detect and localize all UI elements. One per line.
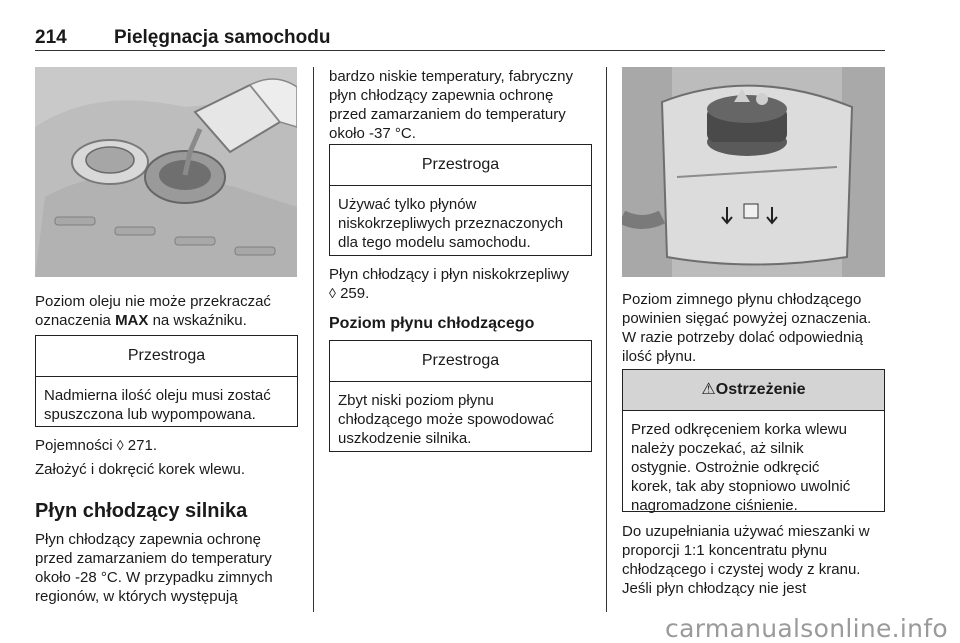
- warning-line: nagromadzone ciśnienie.: [631, 497, 798, 514]
- page-number: 214: [35, 27, 67, 48]
- caution-title: Przestroga: [36, 336, 297, 377]
- level-line: ilość płynu.: [622, 348, 697, 365]
- coolant-level-subheading: Poziom płynu chłodzącego: [329, 315, 535, 332]
- coolant-level-paragraph: [622, 290, 892, 366]
- mix-line: chłodzącego i czystej wody z kranu.: [622, 561, 861, 578]
- caution-line: Używać tylko płynów: [338, 196, 477, 213]
- oil-level-line2: [35, 311, 305, 330]
- oil-level-suffix: na wskaźniku.: [148, 312, 247, 329]
- cap-instruction: Założyć i dokręcić korek wlewu.: [35, 461, 246, 478]
- watermark: carmanualsonline.info: [665, 614, 948, 643]
- antifreeze-ref-line: [329, 284, 599, 303]
- coolant-heading: Płyn chłodzący silnika: [35, 500, 248, 522]
- column-divider-1: [313, 67, 314, 612]
- coolant-line: regionów, w których występują: [35, 588, 238, 605]
- warning-header: [623, 370, 884, 411]
- mix-line: proporcji 1:1 koncentratu płynu: [622, 542, 828, 559]
- caution-line: uszkodzenie silnika.: [338, 430, 472, 447]
- oil-level-prefix: oznaczenia: [35, 312, 116, 329]
- oil-level-paragraph: [35, 292, 305, 330]
- level-line: W razie potrzeby dolać odpowiednią: [622, 329, 863, 346]
- coolant-tank-image: [622, 67, 885, 277]
- level-line: powinien sięgać powyżej oznaczenia.: [622, 310, 872, 327]
- caution-line: spuszczona lub wypompowana.: [44, 406, 256, 423]
- page-ref-arrow-icon: ◊: [116, 437, 124, 453]
- page-ref-arrow-icon: ◊: [329, 285, 336, 301]
- caution-line: niskokrzepliwych przeznaczonych: [338, 215, 564, 232]
- caution-box-oil: [35, 335, 298, 427]
- coolant-paragraph: [35, 530, 305, 606]
- intro-line: płyn chłodzący zapewnia ochronę: [329, 87, 554, 104]
- section-title: Pielęgnacja samochodu: [114, 27, 331, 48]
- mixing-paragraph: [622, 522, 897, 598]
- caution-title: Przestroga: [330, 341, 591, 382]
- intro-line: bardzo niskie temperatury, fabryczny: [329, 68, 573, 85]
- caution-body: [36, 377, 297, 424]
- warning-triangle-icon: ⚠: [701, 381, 716, 398]
- level-line: Poziom zimnego płynu chłodzącego: [622, 291, 862, 308]
- warning-body: [623, 411, 884, 515]
- oil-level-line1: Poziom oleju nie może przekraczać: [35, 293, 271, 310]
- antifreeze-page-ref[interactable]: 259.: [340, 285, 370, 302]
- warning-line: ostygnie. Ostrożnie odkręcić: [631, 459, 820, 476]
- mix-line: Jeśli płyn chłodzący nie jest: [622, 580, 807, 597]
- coolant-line: około -28 °C. W przypadku zimnych: [35, 569, 273, 586]
- capacities-page-ref[interactable]: 271.: [127, 437, 157, 454]
- intro-line: przed zamarzaniem do temperatury: [329, 106, 566, 123]
- caution-line: Nadmierna ilość oleju musi zostać: [44, 387, 271, 404]
- antifreeze-reference: [329, 265, 599, 303]
- mix-line: Do uzupełniania używać mieszanki w: [622, 523, 870, 540]
- warning-title: Ostrzeżenie: [715, 381, 806, 398]
- caution-line: Zbyt niski poziom płynu: [338, 392, 494, 409]
- coolant-line: przed zamarzaniem do temperatury: [35, 550, 272, 567]
- warning-box: [622, 369, 885, 512]
- warning-line: należy poczekać, aż silnik: [631, 440, 804, 457]
- max-mark: MAX: [115, 312, 149, 329]
- antifreeze-line: Płyn chłodzący i płyn niskokrzepliwy: [329, 266, 570, 283]
- capacities-text: Pojemności: [35, 437, 117, 454]
- oil-filling-image: [35, 67, 297, 277]
- caution-title: Przestroga: [330, 145, 591, 186]
- coolant-continued: [329, 67, 599, 143]
- page-header: [35, 22, 885, 51]
- caution-body: [330, 186, 591, 252]
- coolant-line: Płyn chłodzący zapewnia ochronę: [35, 531, 261, 548]
- caution-line: dla tego modelu samochodu.: [338, 234, 531, 251]
- column-divider-2: [606, 67, 607, 612]
- caution-box-low-coolant: [329, 340, 592, 452]
- warning-line: Przed odkręceniem korka wlewu: [631, 421, 847, 438]
- intro-line: około -37 °C.: [329, 125, 416, 142]
- caution-line: chłodzącego może spowodować: [338, 411, 554, 428]
- caution-box-coolant-type: [329, 144, 592, 256]
- capacities-reference: [35, 436, 157, 455]
- warning-line: korek, tak aby stopniowo uwolnić: [631, 478, 851, 495]
- caution-body: [330, 382, 591, 448]
